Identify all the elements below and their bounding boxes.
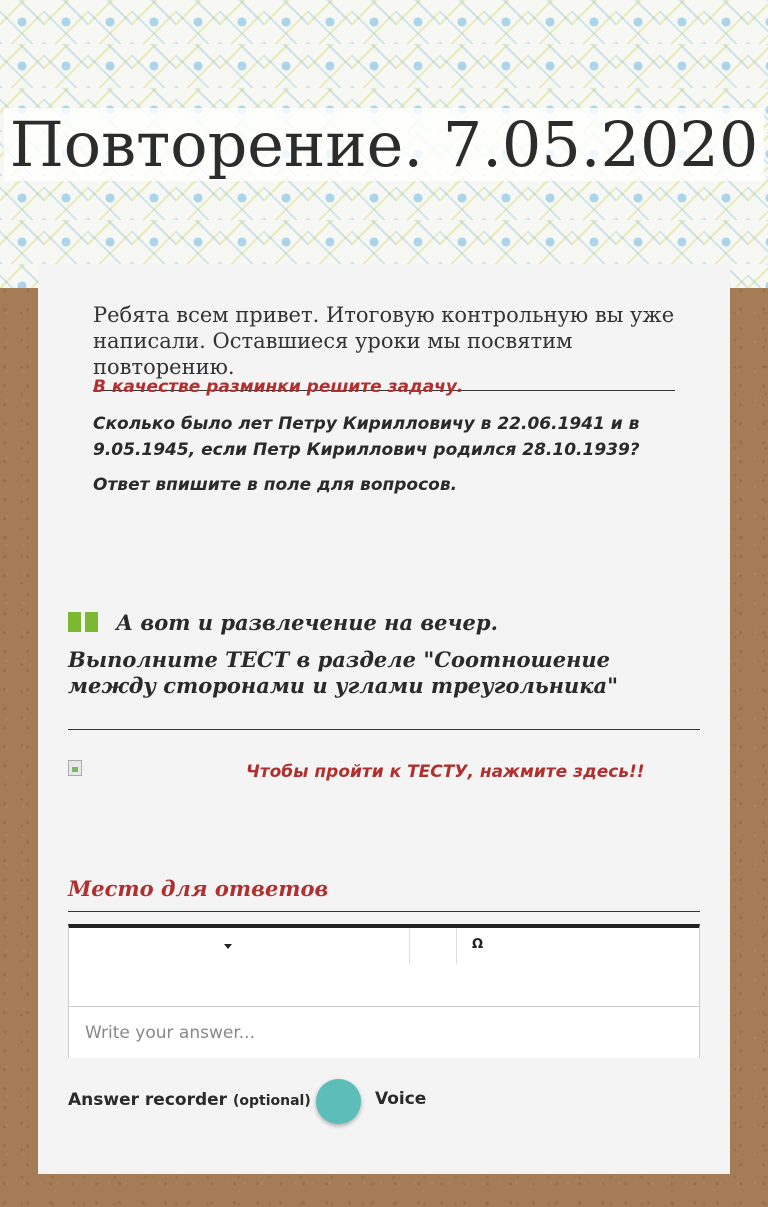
evening-text: А вот и развлечение на вечер. — [116, 610, 498, 635]
test-task-text: Выполните ТЕСТ в разделе "Соотношение между сторонами и углами треугольника" — [68, 647, 619, 698]
editor-area[interactable] — [69, 964, 699, 1004]
answer-input[interactable] — [69, 1006, 699, 1058]
editor-toolbar — [69, 928, 699, 964]
recorder-label: Answer recorder — [68, 1090, 228, 1110]
intro-text: Ребята всем привет. Итоговую контрольную вы уже написали. Оставшиеся уроки мы посвятим повторению. — [93, 302, 675, 391]
format-dropdown[interactable] — [69, 928, 410, 964]
page-title: Повторение. 7.05.2020 — [0, 108, 768, 181]
special-character-button[interactable]: Ω — [472, 937, 484, 952]
toolbar-button[interactable] — [410, 928, 457, 964]
test-link[interactable]: Чтобы пройти к ТЕСТУ, нажмите здесь!! — [246, 762, 645, 782]
broken-image-icon[interactable] — [68, 760, 82, 776]
content-card — [38, 264, 730, 1174]
answer-instruction: Ответ впишите в поле для вопросов. — [93, 475, 458, 495]
answer-editor — [68, 924, 700, 1058]
evening-line — [68, 610, 688, 635]
warmup-label: В качестве разминки решите задачу. — [93, 377, 464, 397]
recorder-optional: (optional) — [232, 1093, 311, 1109]
divider — [68, 729, 700, 730]
answers-heading: Место для ответов — [68, 876, 700, 912]
voice-record-button[interactable] — [316, 1079, 361, 1124]
task-question: Сколько было лет Петру Кирилловичу в 22.06.1941 и в 9.05.1945, если Петр Кириллович родился 28.10.1939? — [93, 414, 640, 460]
chevron-down-icon — [224, 944, 232, 949]
voice-label: Voice — [375, 1089, 427, 1109]
answer-recorder — [68, 1090, 324, 1110]
book-icon — [68, 612, 98, 632]
